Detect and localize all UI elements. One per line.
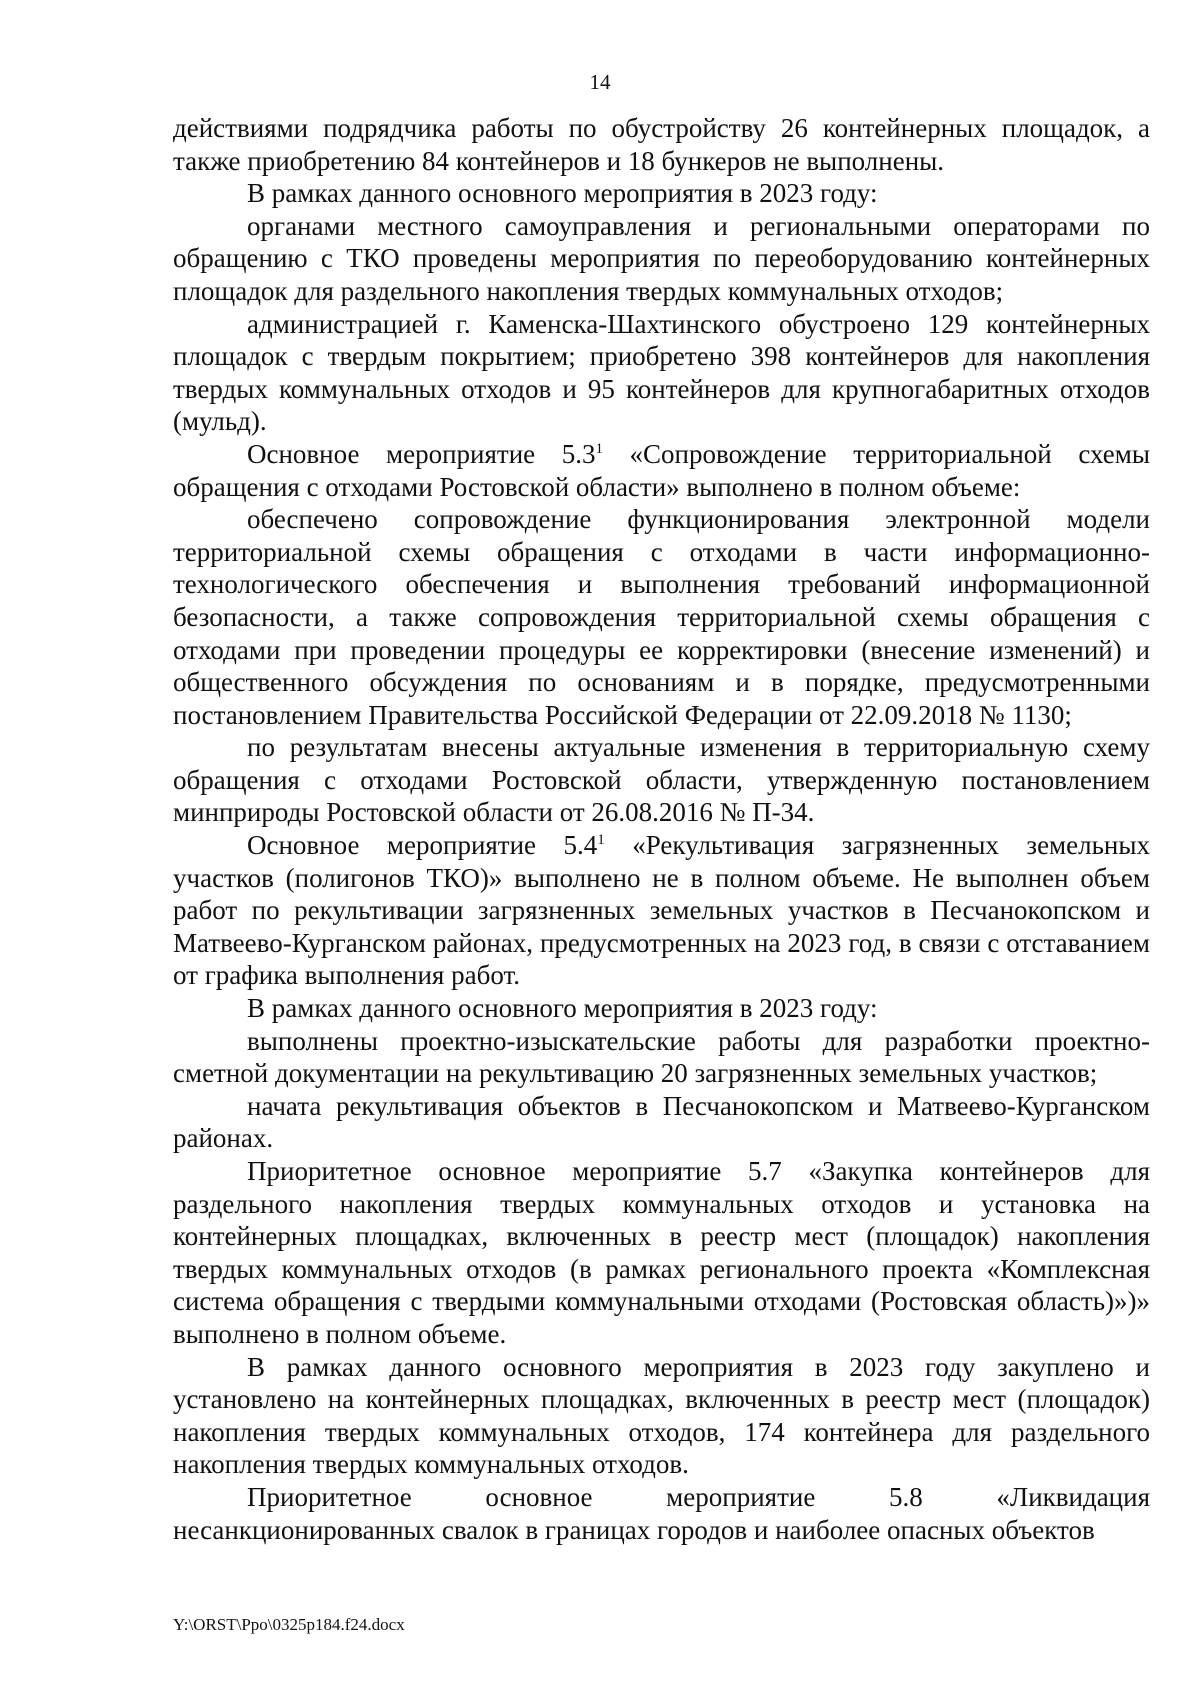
- document-body: [173, 112, 1150, 1546]
- footnote-mark: 1: [597, 832, 605, 849]
- paragraph-containers-purchased: В рамках данного основного мероприятия в 2023 году закуплено и установлено на контейнерных площадках, включенных в реестр мест (площадок) накопления твердых коммунальных отходов, 174 контейнера для раздельного накопления твердых коммунальных отходов.: [173, 1351, 1150, 1480]
- activity-5-3-text: «Сопровождение территориальной схемы обращения с отходами Ростовской области» выполнено в полном объеме:: [173, 438, 1150, 502]
- paragraph-continued-contractor: действиями подрядчика работы по обустройству 26 контейнерных площадок, а также приобретению 84 контейнеров и 18 бункеров не выполнены.: [173, 113, 1150, 176]
- paragraph-activity-5-8: Приоритетное основное мероприятие 5.8 «Ликвидация несанкционированных свалок в границах городов и наиболее опасных объектов: [173, 1481, 1150, 1545]
- paragraph-electronic-model-support: обеспечено сопровождение функционирования электронной модели территориальной схемы обращения с отходами в части информационно-технологического обеспечения и выполнения требований информационной безопасности, а также сопровождения территориальной схемы обращения с отходами при проведении процедуры ее корректировки (внесение изменений) и общественного обсуждения по основаниям и в порядке, предусмотренными постановлением Правительства Российской Федерации от 22.09.2018 № 1130;: [173, 504, 1150, 730]
- activity-5-3-lead: Основное мероприятие 5.3: [247, 438, 596, 469]
- activity-5-4-text: «Рекультивация загрязненных земельных участков (полигонов ТКО)» выполнено не в полном объеме. Не выполнен объем работ по рекультивации загрязненных земельных участков в Песчанокопском и Матвеево-Курганском районах, предусмотренных на 2023 год, в связи с отставанием от графика выполнения работ.: [173, 830, 1150, 991]
- paragraph-local-authorities: органами местного самоуправления и региональными операторами по обращению с ТКО проведены мероприятия по переоборудованию контейнерных площадок для раздельного накопления твердых коммунальных отходов;: [173, 210, 1150, 306]
- paragraph-activity-5-4: [173, 829, 1150, 992]
- paragraph-scheme-changes: по результатам внесены актуальные изменения в территориальную схему обращения с отходами Ростовской области, утвержденную постановлением минприроды Ростовской области от 26.08.2016 № П-34.: [173, 732, 1150, 828]
- paragraph-within-activity-2: В рамках данного основного мероприятия в 2023 году:: [247, 993, 878, 1024]
- paragraph-activity-5-3: [173, 438, 1150, 503]
- footer-file-path: Y:\ORST\Ppo\0325p184.f24.docx: [173, 1615, 405, 1634]
- paragraph-kamensk-administration: администрацией г. Каменска-Шахтинского обустроено 129 контейнерных площадок с твердым покрытием; приобретено 398 контейнеров для накопления твердых коммунальных отходов и 95 контейнеров для крупногабаритных отходов (мульд).: [173, 308, 1150, 437]
- paragraph-recultivation-started: начата рекультивация объектов в Песчанокопском и Матвеево-Курганском районах.: [173, 1090, 1150, 1154]
- activity-5-4-lead: Основное мероприятие 5.4: [247, 830, 598, 861]
- paragraph-survey-works: выполнены проектно-изыскательские работы для разработки проектно-сметной документации на рекультивацию 20 загрязненных земельных участков;: [173, 1025, 1150, 1089]
- paragraph-activity-5-7: Приоритетное основное мероприятие 5.7 «Закупка контейнеров для раздельного накопления твердых коммунальных отходов и установка на контейнерных площадках, включенных в реестр мест (площадок) накопления твердых коммунальных отходов (в рамках регионального проекта «Комплексная система обращения с твердыми коммунальными отходами (Ростовская область)»)» выполнено в полном объеме.: [173, 1156, 1150, 1349]
- footnote-mark: 1: [595, 440, 603, 457]
- page-number: 14: [589, 70, 611, 94]
- paragraph-within-activity-1: В рамках данного основного мероприятия в 2023 году:: [247, 178, 878, 209]
